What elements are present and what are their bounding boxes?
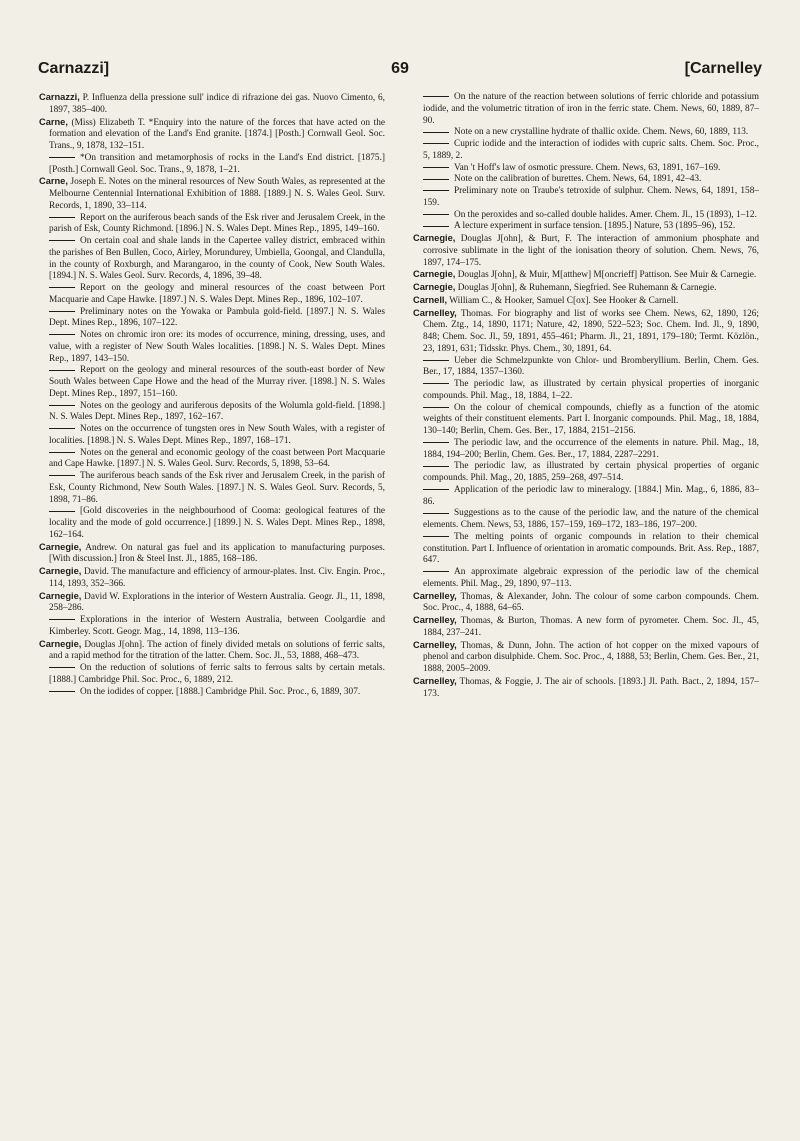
bibliography-entry xyxy=(413,640,759,676)
bibliography-entry xyxy=(39,687,385,699)
bibliography-entry xyxy=(413,379,759,403)
bibliography-entry xyxy=(39,542,385,567)
entry-text: Report on the geology and mineral resources of the south-east border of New South Wales between Cape Howe and the head of the Murray river. [1898.] N. S. Wales Dept. Mines Rep., 1897, 151–160. xyxy=(49,365,385,399)
entry-text: The auriferous beach sands of the Esk river and Jerusalem Creek, in the parish of Esk, County Richmond, New South Wales. [1897.] N. S. Wales Geol. Surv. Records, 5, 1898, 71–86. xyxy=(49,471,385,505)
entry-text: Ueber die Schmelzpunkte von Chlor- und Bromberyllium. Berlin, Chem. Ges. Ber., 17, 1884, 1357–1360. xyxy=(423,355,759,378)
ditto-dash xyxy=(49,334,75,335)
ditto-dash xyxy=(49,511,75,512)
entry-text: Douglas J[ohn], & Muir, M[atthew] M[oncrieff] Pattison. See Muir & Carnegie. xyxy=(457,270,757,281)
entry-text: The periodic law, as illustrated by certain physical properties of organic compounds. Phil. Mag., 20, 1885, 259–268, 497–514. xyxy=(423,461,759,483)
entry-text: *On transition and metamorphosis of rocks in the Land's End district. [1875.] [Posth.] Cornwall Geol. Soc. Trans., 9, 1878, 1–21. xyxy=(49,152,385,175)
entry-text: P. Influenza della pressione sull' indice di rifrazione dei gas. Nuovo Cimento, 6, 1897, 385–400. xyxy=(49,93,385,115)
bibliography-entry xyxy=(413,615,759,640)
entry-text: On the colour of chemical compounds, chiefly as a function of the atomic weights of their constituent elements. Part I. Inorganic compounds. Phil. Mag., 18, 1884, 130–140; Berlin, Chem. Ges. Ber., 17, 1884, 2151–2156. xyxy=(423,402,759,436)
bibliography-entry xyxy=(413,676,759,701)
ditto-dash xyxy=(423,442,449,443)
entry-text: Notes on the occurrence of tungsten ores in New South Wales, with a register of localities. [1898.] N. S. Wales Dept. Mines Rep., 1897, 168–171. xyxy=(49,424,385,446)
ditto-dash xyxy=(49,428,75,429)
bibliography-entry xyxy=(39,117,385,153)
entry-text: Note on the calibration of burettes. Chem. News, 64, 1891, 42–43. xyxy=(454,174,702,185)
ditto-dash xyxy=(49,619,75,620)
bibliography-entry xyxy=(413,221,759,233)
bibliography-entry xyxy=(413,295,759,308)
bibliography-entry xyxy=(413,403,759,438)
bibliography-entry xyxy=(413,186,759,210)
running-head-left: Carnazzi] xyxy=(38,60,110,77)
left-column xyxy=(39,92,385,1122)
bibliography-entry xyxy=(39,213,385,237)
ditto-dash xyxy=(423,513,449,514)
bibliography-entry xyxy=(39,236,385,283)
bibliography-entry xyxy=(413,532,759,567)
ditto-dash xyxy=(423,360,449,361)
entry-text: Report on the auriferous beach sands of the Esk river and Jerusalem Creek, in the parish of Esk, County Richmond. [1896.] N. S. Wales Dept. Mines Rep., 1895, 149–160. xyxy=(49,212,385,235)
bibliography-entry xyxy=(413,485,759,509)
bibliography-entry xyxy=(413,163,759,175)
entry-text: Cupric iodide and the interaction of iodides with cupric salts. Chem. Soc. Proc., 5, 1889, 2. xyxy=(423,139,759,161)
entry-text: Preliminary notes on the Yowaka or Pambula gold-field. [1897.] N. S. Wales Dept. Mines Rep., 1896, 107–122. xyxy=(49,306,385,329)
ditto-dash xyxy=(423,226,449,227)
bibliography-entry xyxy=(413,282,759,295)
entry-text: Thomas. For biography and list of works see Chem. News, 62, 1890, 126; Chem. Ztg., 14, 1890, 1171; Nature, 42, 1890, 522–523; Soc. Chem. Ind. Jl., 9, 1890, 848; Chem. Soc. Jl., 59, 1891, 455–461; Pharm. Jl., 21, 1891, 179–180; Termt. Közlön., 23, 1891, 631; Tidsskr. Phys. Chem., 30, 1891, 64. xyxy=(423,308,759,354)
entry-author: Carnegie, xyxy=(413,282,456,292)
ditto-dash xyxy=(423,96,449,97)
entry-text: A lecture experiment in surface tension. [1895.] Nature, 53 (1895–96), 152. xyxy=(454,221,736,232)
bibliography-entry xyxy=(413,438,759,462)
entry-text: The melting points of organic compounds in relation to their chemical constitution. Part I. Influence of orientation in aromatic compounds. Brit. Ass. Rep., 1887, 647. xyxy=(423,531,759,566)
running-head-right: [Carnelley xyxy=(684,60,762,77)
entry-text: The periodic law, as illustrated by certain physical properties of inorganic compounds. Phil. Mag., 18, 1884, 1–22. xyxy=(423,379,759,401)
ditto-dash xyxy=(423,466,449,467)
ditto-dash xyxy=(49,287,75,288)
bibliography-entry xyxy=(39,506,385,541)
entry-text: An approximate algebraic expression of the periodic law of the chemical elements. Phil. Mag., 29, 1890, 97–113. xyxy=(423,567,759,589)
ditto-dash xyxy=(423,143,449,144)
ditto-dash xyxy=(423,383,449,384)
entry-text: Joseph E. Notes on the mineral resources of New South Wales, as represented at the Melbourne Centennial International Exhibition of 1888. [1889.] N. S. Wales Geol. Surv. Records, 1, 1890, 33–114. xyxy=(49,177,385,211)
ditto-dash xyxy=(423,190,449,191)
bibliography-entry xyxy=(39,639,385,664)
bibliography-entry xyxy=(413,308,759,356)
bibliography-entry xyxy=(413,508,759,532)
bibliography-entry xyxy=(39,471,385,506)
entry-author: Carne, xyxy=(39,116,68,127)
ditto-dash xyxy=(423,536,449,537)
bibliography-entry xyxy=(39,365,385,400)
entry-text: Thomas, & Burton, Thomas. A new form of pyrometer. Chem. Soc. Jl., 45, 1884, 237–241. xyxy=(423,616,759,638)
entry-author: Carnegie, xyxy=(39,590,82,601)
entry-text: David W. Explorations in the interior of Western Australia. Geogr. Jl., 11, 1898, 258–286. xyxy=(49,591,385,614)
entry-text: Douglas J[ohn]. The action of finely divided metals on solutions of ferric salts, and a rapid method for the titration of the latter. Chem. Soc. Jl., 53, 1888, 468–473. xyxy=(49,639,385,662)
ditto-dash xyxy=(423,489,449,490)
entry-author: Carnegie, xyxy=(413,269,456,280)
bibliography-entry xyxy=(39,176,385,212)
bibliography-entry xyxy=(413,269,759,282)
bibliography-entry xyxy=(39,153,385,177)
entry-text: Notes on chromic iron ore: its modes of occurrence, mining, dressing, uses, and value, with a register of New South Wales localities. [1898.] N. S. Wales Dept. Mines Rep., 1897, 143–150. xyxy=(49,330,385,364)
bibliography-entry xyxy=(39,591,385,616)
ditto-dash xyxy=(49,452,75,453)
bibliography-entry xyxy=(39,424,385,448)
entry-text: Explorations in the interior of Western Australia, between Coolgardie and Kimberley. Scott. Geogr. Mag., 14, 1898, 113–136. xyxy=(49,615,385,637)
bibliography-entry xyxy=(413,139,759,163)
bibliography-entry xyxy=(413,92,759,127)
ditto-dash xyxy=(49,370,75,371)
entry-text: On the peroxides and so-called double halides. Amer. Chem. Jl., 15 (1893), 1–12. xyxy=(454,209,757,220)
ditto-dash xyxy=(423,167,449,168)
entry-author: Carnelley, xyxy=(413,307,457,318)
bibliography-entry xyxy=(39,330,385,365)
bibliography-entry xyxy=(39,448,385,472)
bibliography-entry xyxy=(39,307,385,331)
entry-text: On the iodides of copper. [1888.] Cambridge Phil. Soc. Proc., 6, 1889, 307. xyxy=(80,686,361,697)
entry-text: Thomas, & Foggie, J. The air of schools. [1893.] Jl. Path. Bact., 2, 1894, 157–173. xyxy=(423,676,759,699)
entry-author: Carnelley, xyxy=(413,615,457,625)
ditto-dash xyxy=(423,132,449,133)
entry-author: Carnelley, xyxy=(413,639,457,650)
ditto-dash xyxy=(49,475,75,476)
entry-text: On certain coal and shale lands in the Capertee valley district, embraced within the parishes of Ben Bullen, Coco, Airley, Morundurey, Umbiella, Goongal, and Clandulla, in the county of Roxburgh, and Marangaroo, in the county of Cook, New South Wales. [1894.] N. S. Wales Geol. Surv. Records, 4, 1896, 39–48. xyxy=(49,236,385,282)
page-number: 69 xyxy=(391,60,409,77)
entry-author: Carnegie, xyxy=(39,566,82,576)
entry-text: Douglas J[ohn], & Burt, F. The interaction of ammonium phosphate and corrosive sublimate in the light of the ionisation theory of solution. Chem. News, 76, 1897, 174–175. xyxy=(423,234,759,268)
bibliography-entry xyxy=(39,283,385,307)
ditto-dash xyxy=(423,571,449,572)
bibliography-entry xyxy=(413,127,759,139)
entry-text: Andrew. On natural gas fuel and its application to manufacturing purposes. [With discussion.] Iron & Steel Inst. Jl., 1885, 168–186. xyxy=(49,542,385,565)
entry-author: Carnell, xyxy=(413,294,448,305)
entry-text: Douglas J[ohn], & Ruhemann, Siegfried. See Ruhemann & Carnegie. xyxy=(457,283,717,293)
entry-text: Note on a new crystalline hydrate of thallic oxide. Chem. News, 60, 1889, 113. xyxy=(454,127,749,138)
entry-text: Preliminary note on Traube's tetroxide of sulphur. Chem. News, 64, 1891, 158–159. xyxy=(423,186,759,208)
entry-author: Carnegie, xyxy=(39,541,82,552)
entry-text: Thomas, & Dunn, John. The action of hot copper on the mixed vapours of phenol and carbon disulphide. Chem. Soc. Proc., 4, 1888, 53; Berlin, Chem. Ges. Ber., 21, 1888, 2005–2009. xyxy=(423,640,759,674)
entry-text: On the nature of the reaction between solutions of ferric chloride and potassium iodide, and the volumetric titration of iron in the ferric state. Chem. News, 60, 1889, 87–90. xyxy=(423,92,759,126)
ditto-dash xyxy=(49,157,75,158)
bibliography-entry xyxy=(413,591,759,616)
entry-author: Carne, xyxy=(39,176,68,187)
entry-author: Carnazzi, xyxy=(39,92,80,102)
ditto-dash xyxy=(49,405,75,406)
entry-author: Carnegie, xyxy=(413,233,456,243)
entry-text: Report on the geology and mineral resources of the coast between Port Macquarie and Cape Hawke. [1897.] N. S. Wales Dept. Mines Rep., 1896, 102–107. xyxy=(49,283,385,305)
entry-text: Suggestions as to the cause of the periodic law, and the nature of the chemical elements. Chem. News, 53, 1886, 157–159, 169–172, 183–186, 197–200. xyxy=(423,508,759,530)
entry-text: Van 't Hoff's law of osmotic pressure. Chem. News, 63, 1891, 167–169. xyxy=(454,162,721,173)
page-header xyxy=(38,60,762,86)
entry-text: The periodic law, and the occurrence of the elements in nature. Phil. Mag., 18, 1884, 194–200; Berlin, Chem. Ges. Ber., 17, 1884, 2287–2291. xyxy=(423,437,759,460)
ditto-dash xyxy=(49,217,75,218)
bibliography-entry xyxy=(413,461,759,485)
entry-text: Notes on the geology and auriferous deposits of the Wolumla gold-field. [1898.] N. S. Wales Dept. Mines Rep., 1897, 162–167. xyxy=(49,400,385,423)
bibliography-entry xyxy=(39,566,385,591)
bibliography-entry xyxy=(413,233,759,269)
entry-text: Thomas, & Alexander, John. The colour of some carbon compounds. Chem. Soc. Proc., 4, 1888, 64–65. xyxy=(423,591,759,614)
ditto-dash xyxy=(49,667,75,668)
bibliography-entry xyxy=(39,615,385,639)
bibliography-entry xyxy=(39,92,385,117)
ditto-dash xyxy=(423,179,449,180)
bibliography-entry xyxy=(413,210,759,222)
entry-text: On the reduction of solutions of ferric salts to ferrous salts by certain metals. [1888.] Cambridge Phil. Soc. Proc., 6, 1889, 212. xyxy=(49,663,385,685)
ditto-dash xyxy=(49,311,75,312)
bibliography-entry xyxy=(413,174,759,186)
bibliography-entry xyxy=(413,356,759,380)
ditto-dash xyxy=(423,214,449,215)
entry-text: Notes on the general and economic geology of the coast between Port Macquarie and Cape Hawke. [1897.] N. S. Wales Geol. Surv. Records, 5, 1898, 53–64. xyxy=(49,447,385,470)
entry-text: [Gold discoveries in the neighbourhood of Cooma: geological features of the locality and the mode of gold occurrence.] [1899.] N. S. Wales Dept. Mines Rep., 1898, 162–164. xyxy=(49,506,385,540)
bibliography-entry xyxy=(413,567,759,591)
entry-author: Carnelley, xyxy=(413,675,457,686)
entry-text: (Miss) Elizabeth T. *Enquiry into the nature of the forces that have acted on the formation and elevation of the Land's End granite. [1874.] [Posth.] Cornwall Geol. Soc. Trans., 9, 1878, 132–151. xyxy=(49,117,385,151)
bibliography-entry xyxy=(39,401,385,425)
entry-text: Application of the periodic law to mineralogy. [1884.] Min. Mag., 6, 1886, 83–86. xyxy=(423,484,759,507)
bibliography-entry xyxy=(39,663,385,687)
entry-text: William C., & Hooker, Samuel C[ox]. See Hooker & Carnell. xyxy=(449,295,679,306)
entry-author: Carnelley, xyxy=(413,590,457,601)
right-column xyxy=(413,92,759,1122)
entry-author: Carnegie, xyxy=(39,638,82,649)
ditto-dash xyxy=(49,240,75,241)
ditto-dash xyxy=(423,407,449,408)
ditto-dash xyxy=(49,691,75,692)
entry-text: David. The manufacture and efficiency of armour-plates. Inst. Civ. Engin. Proc., 114, 1893, 352–366. xyxy=(49,567,385,589)
